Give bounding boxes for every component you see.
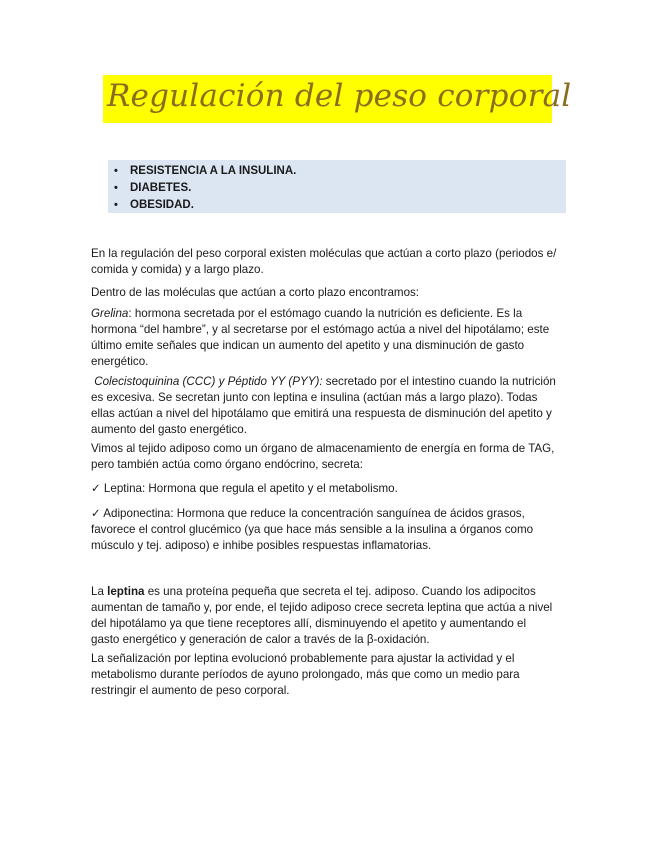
paragraph-short-term — [91, 285, 573, 301]
text-line: hormona “del hambre”, y al secretarse por el estómago actúa a nivel del hipotálamo; este — [91, 323, 550, 336]
title-highlight — [103, 75, 572, 123]
page-title: Regulación del peso corporal — [107, 78, 572, 114]
term-leptina: leptina — [107, 585, 145, 598]
text-line: músculo y tej. adiposo) e inhibe posibles respuestas inflamatorias. — [91, 539, 432, 552]
text-line — [91, 306, 573, 322]
text-fragment: es una proteína pequeña que secreta el tej. adiposo. Cuando los adipocitos — [144, 585, 536, 598]
text-line: aumentan de tamaño y, por ende, el tejido adiposo crece secreta leptina que actúa a nivel — [91, 601, 553, 614]
text-line: metabolismo durante períodos de ayuno prolongado, más que como un medio para — [91, 668, 520, 681]
paragraph-adipose — [91, 441, 573, 473]
list-item-label: RESISTENCIA A LA INSULINA. — [130, 165, 297, 177]
text-line: restringir el aumento de peso corporal. — [91, 684, 290, 697]
text-line: gasto energético y generación de calor a través de la β-oxidación. — [91, 633, 430, 646]
paragraph-leptina — [91, 584, 573, 648]
text-line: La señalización por leptina evolucionó probablemente para ajustar la actividad y el — [91, 652, 515, 665]
paragraph-adiponectina-check — [91, 506, 573, 554]
paragraph-ccc-pyy — [91, 374, 573, 438]
list-item-label: OBESIDAD. — [130, 199, 194, 211]
bullet-box — [108, 160, 566, 213]
text-line: pero también actúa como órgano endócrino, secreta: — [91, 458, 363, 471]
term-ccc-pyy: Colecistoquinina (CCC) y Péptido YY (PYY): — [94, 375, 323, 388]
text-line: En la regulación del peso corporal existen moléculas que actúan a corto plazo (periodos e/ — [91, 247, 557, 260]
text-line: comida y comida) y a largo plazo. — [91, 263, 264, 276]
paragraph-signaling — [91, 651, 573, 699]
paragraph-leptina-check — [91, 481, 573, 497]
text-line: aumento del gasto energético. — [91, 423, 247, 436]
text-line — [91, 374, 573, 390]
paragraph-intro — [91, 246, 573, 278]
bullet-icon: • — [114, 199, 118, 211]
text-line — [91, 584, 573, 600]
text-line: último emite señales que indican un aumento del apetito y una disminución de gasto — [91, 339, 525, 352]
text-line: ✓ Leptina: Hormona que regula el apetito y el metabolismo. — [91, 482, 398, 495]
text-line: ellas actúan a nivel del hipotálamo que emitirá una respuesta de disminución del apetito y — [91, 407, 552, 420]
text-line: Dentro de las moléculas que actúan a corto plazo encontramos: — [91, 286, 420, 299]
term-grelina: Grelina — [91, 307, 129, 320]
text-fragment: La — [91, 585, 108, 598]
text-line: Vimos al tejido adiposo como un órgano de almacenamiento de energía en forma de TAG, — [91, 442, 555, 455]
text-line: ✓ Adiponectina: Hormona que reduce la concentración sanguínea de ácidos grasos, — [91, 507, 525, 520]
text-line: del hipotálamo ya que tiene receptores allí, disminuyendo el apetito y aumentando el — [91, 617, 527, 630]
text-line: favorece el control glucémico (ya que hace más sensible a la insulina a órganos como — [91, 523, 534, 536]
text-line: es excesiva. Se secretan junto con leptina e insulina (actúan más a largo plazo). Todas — [91, 391, 538, 404]
bullet-icon: • — [114, 182, 118, 194]
bullet-icon: • — [114, 165, 118, 177]
list-item-label: DIABETES. — [130, 182, 192, 194]
paragraph-grelina — [91, 306, 573, 370]
text-line: energético. — [91, 355, 149, 368]
text-fragment: : hormona secretada por el estómago cuando la nutrición es deficiente. Es la — [128, 307, 523, 320]
text-fragment: secretado por el intestino cuando la nutrición — [322, 375, 556, 388]
